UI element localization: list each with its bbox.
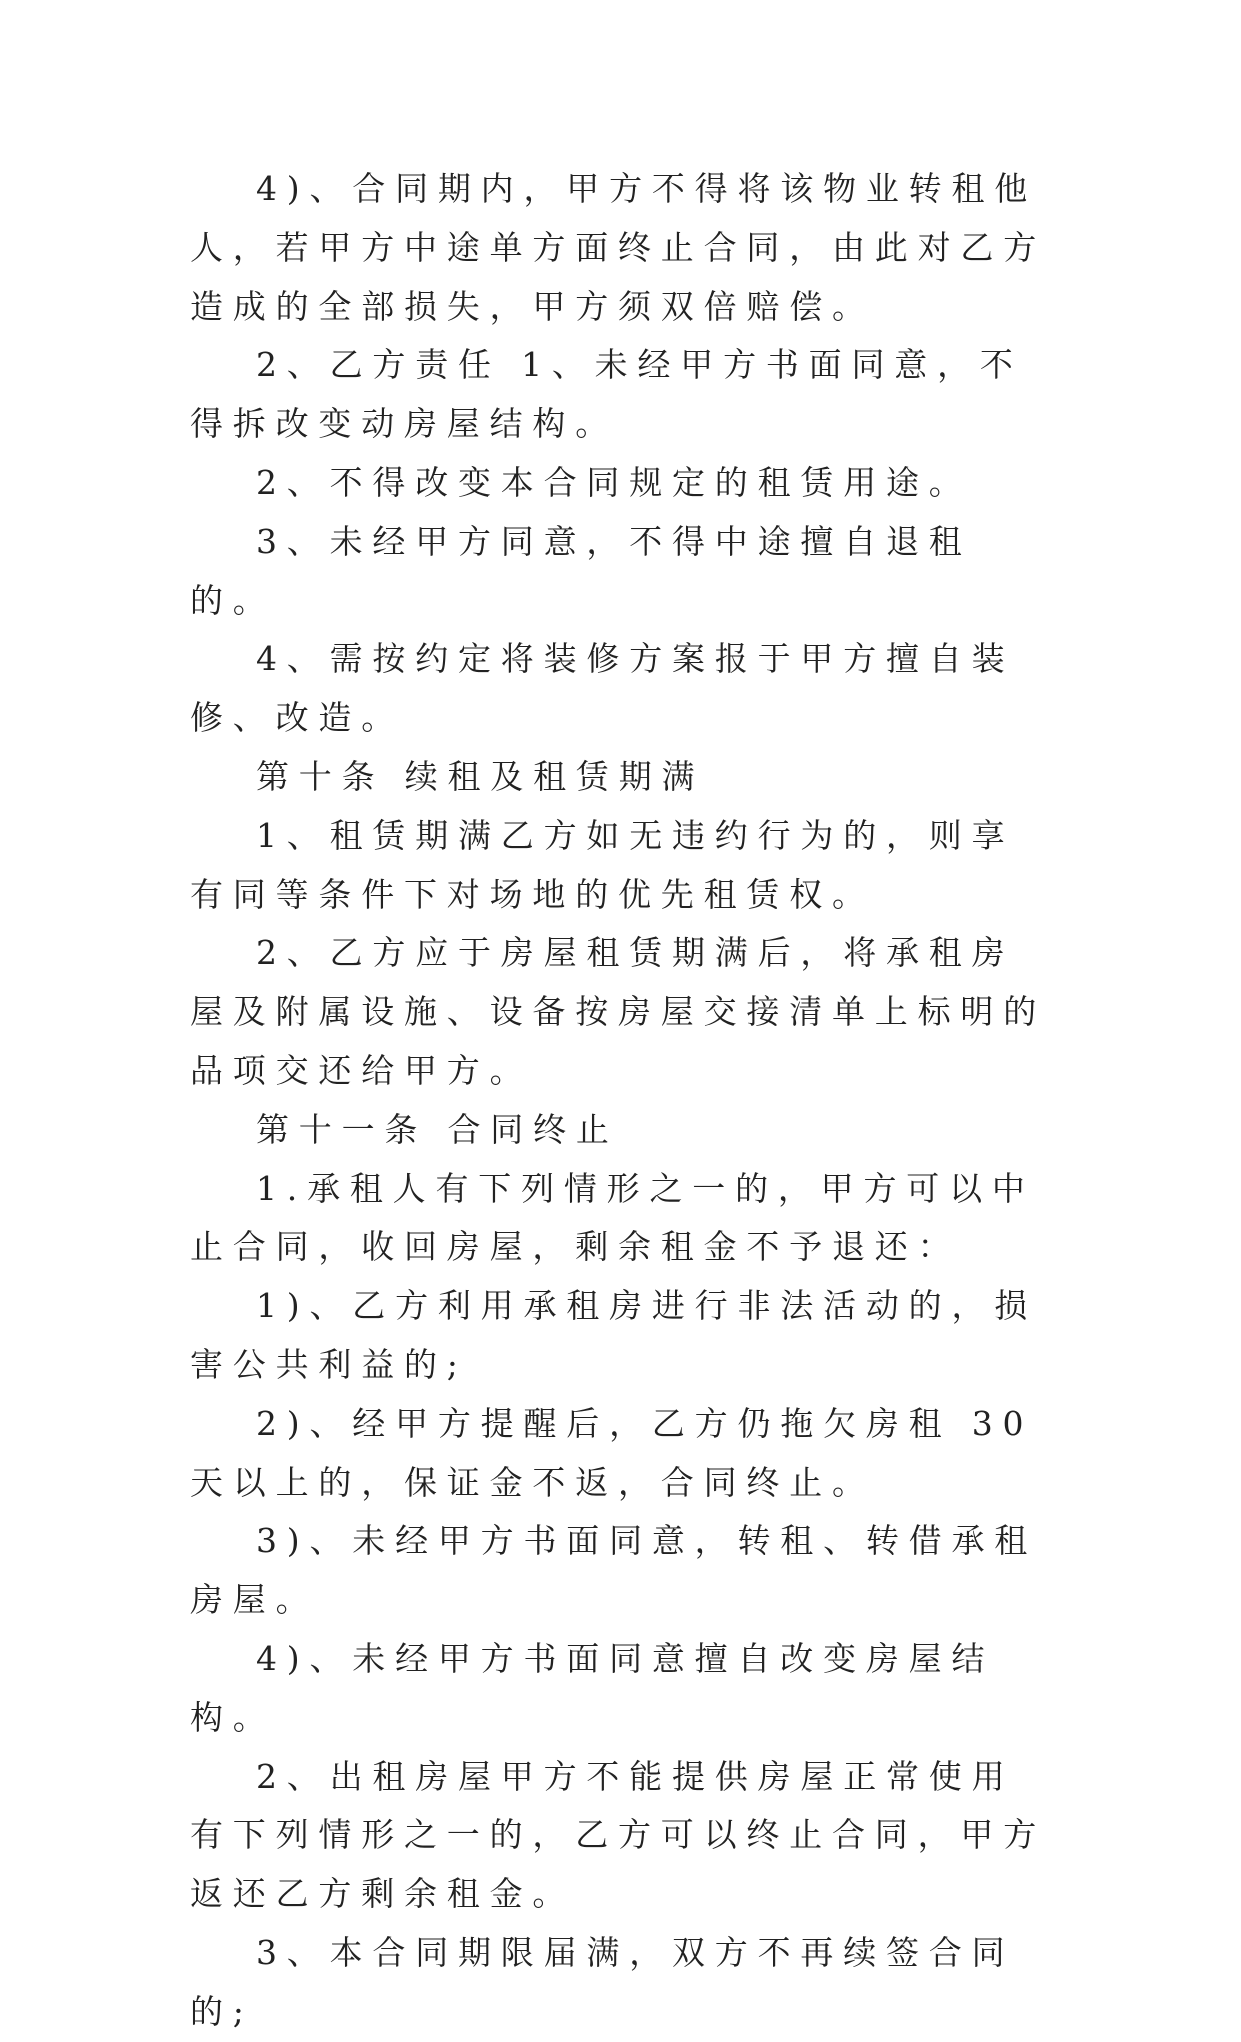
paragraph-priority-renewal: 1、租赁期满乙方如无违约行为的，则享有同等条件下对场地的优先租赁权。 <box>190 815 1015 914</box>
paragraph-return-premises: 2、乙方应于房屋租赁期满后，将承租房屋及附属设施、设备按房屋交接清单上标明的品项交还给甲方。 <box>190 933 1046 1090</box>
heading-article-10: 第十条 续租及租赁期满 <box>256 756 705 796</box>
paragraph-landlord-cannot-provide: 2、出租房屋甲方不能提供房屋正常使用有下列情形之一的，乙方可以终止合同，甲方返还乙方剩余租金。 <box>190 1756 1046 1914</box>
document-body <box>190 160 1050 2042</box>
heading-article-11: 第十一条 合同终止 <box>256 1109 619 1149</box>
paragraph-structure-change: 4)、未经甲方书面同意擅自改变房屋结构。 <box>190 1638 995 1737</box>
paragraph-clause-4-double-compensation: 4)、合同期内，甲方不得将该物业转租他人，若甲方中途单方面终止合同，由此对乙方造成的全部损失，甲方须双倍赔偿。 <box>190 169 1046 326</box>
paragraph-renovation-plan: 4、需按约定将装修方案报于甲方擅自装修、改造。 <box>190 639 1015 738</box>
paragraph-termination-conditions: 1.承租人有下列情形之一的，甲方可以中止合同，收回房屋，剩余租金不予退还： <box>190 1168 1035 1267</box>
paragraph-rent-arrears: 2)、经甲方提醒后，乙方仍拖欠房租 30 天以上的，保证金不返，合同终止。 <box>190 1403 1034 1502</box>
paragraph-term-expiry: 3、本合同期限届满，双方不再续签合同的; <box>190 1932 1015 2031</box>
paragraph-no-change-usage: 2、不得改变本合同规定的租赁用途。 <box>256 462 972 502</box>
paragraph-illegal-activities: 1)、乙方利用承租房进行非法活动的，损害公共利益的; <box>190 1286 1038 1384</box>
paragraph-party-b-responsibility: 2、乙方责任 1、未经甲方书面同意，不得拆改变动房屋结构。 <box>190 345 1023 444</box>
paragraph-sublease: 3)、未经甲方书面同意，转租、转借承租房屋。 <box>190 1521 1038 1620</box>
paragraph-no-early-termination: 3、未经甲方同意，不得中途擅自退租的。 <box>190 521 972 620</box>
